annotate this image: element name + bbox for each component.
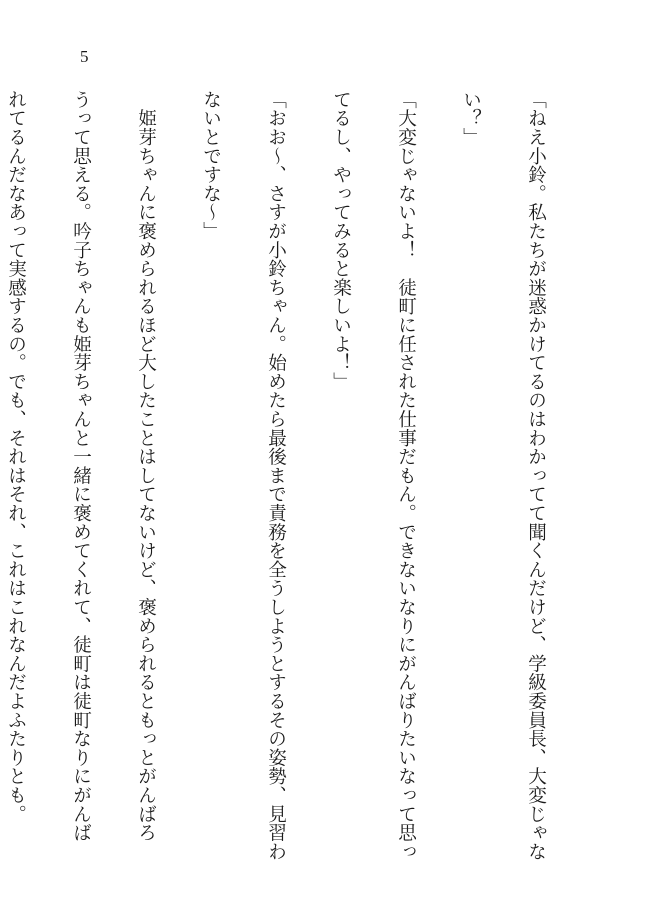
text-line: れてるんだなあって実感するの。でも、それはそれ、これはこれなんだよふたりとも。	[5, 90, 27, 824]
text-line: 姫芽ちゃんに褒められるほど大したことはしてないけど、褒められるともっとがんばろ	[135, 90, 157, 842]
text-line: うって思える。吟子ちゃんも姫芽ちゃんと一緒に褒めてくれて、徒町は徒町なりにがんば	[70, 90, 92, 842]
text-line: ないとですな〜」	[200, 90, 222, 241]
text-line: てるし、やってみると楽しいよ！」	[330, 90, 352, 391]
page-number: 5	[80, 47, 89, 66]
text-line: い？」	[460, 90, 482, 147]
text-line: 「ねえ小鈴。私たちが迷惑かけてるのはわかってて聞くんだけど、学級委員長、大変じゃな	[525, 90, 547, 861]
body-text	[5, 90, 584, 872]
text-line: 「大変じゃないよ！ 徒町に任された仕事だもん。できないなりにがんばりたいなって思っ	[395, 90, 417, 861]
text-line: 「おお〜、さすが小鈴ちゃん。始めたら最後まで責務を全うしようとするその姿勢、見習わ	[265, 90, 287, 861]
